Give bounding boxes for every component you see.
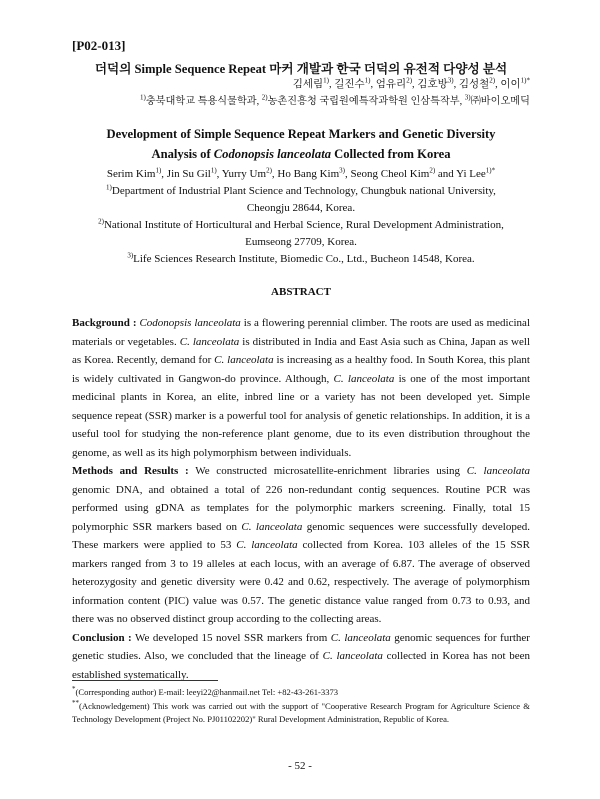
korean-affiliations bbox=[72, 92, 530, 124]
abstract-conclusion bbox=[72, 629, 530, 685]
abstract-methods bbox=[72, 462, 530, 629]
abstract-text: collected from Korea. 103 alleles of the 15 SSR markers ranged from 3 to 19 alleles at each locus, with an average of 6.87. The average of observed heterozygosity and genetic diversity were 0.42 and 0.62, respectively. The average of polymorphism information content (PIC) value was 0.57. The genetic distance value ranged from 0.73 to 0.93, and there was no observed distinct group according to the collecting areas. bbox=[72, 539, 530, 625]
korean-author-name: 엄유리 bbox=[375, 79, 407, 90]
english-author-name: Serim Kim bbox=[106, 168, 156, 180]
korean-author-sup: 2) bbox=[489, 76, 496, 85]
abstract-text: is increasing as a healthy food. In South Korea, this plant is widely cultivated in Gangwon-do province. Although, bbox=[72, 354, 530, 385]
english-author-name: Yurry Um bbox=[221, 168, 267, 180]
background-label: Background : bbox=[72, 317, 137, 329]
english-author-sup: 2) bbox=[266, 166, 272, 175]
footnote-divider bbox=[72, 680, 218, 681]
footnote-acknowledgement bbox=[72, 700, 530, 727]
affil1-line1: Department of Industrial Plant Science and Technology, Chungbuk national University, bbox=[111, 185, 496, 197]
korean-author-sup: 3) bbox=[447, 76, 454, 85]
korean-author-name: 김호방 bbox=[417, 79, 448, 90]
korean-title-pre: 더덕의 bbox=[94, 62, 132, 76]
english-author-sup: 1) bbox=[155, 166, 162, 175]
footnote-corresponding bbox=[72, 686, 530, 700]
fn1-sup: * bbox=[72, 685, 76, 694]
species-name: C. lanceolata bbox=[466, 465, 530, 477]
korean-author-sup: 1)* bbox=[520, 76, 530, 85]
abstract-text: is one of the most important medicinal plants in Korea, an elite, inbred line or a variety has not been developed yet. Simple sequence repeat (SSR) marker is a powerful tool for analysis of genetic relationships. In addition, it is a useful tool for studying the non-reference plant genome, due to its even distribution throughout the genome, as well as its high polymorphism between individuals. bbox=[72, 372, 531, 459]
species-name: C. lanceolata bbox=[236, 539, 298, 551]
korean-title bbox=[72, 58, 530, 76]
abstract-text: genomic sequences for further genetic studies. Also, we concluded that the lineage of bbox=[72, 631, 530, 662]
english-title-line2-post: Collected from Korea bbox=[331, 147, 451, 161]
english-author-name: Yi Lee bbox=[456, 168, 486, 180]
english-author-name: Ho Bang Kim bbox=[277, 168, 340, 180]
affil3-text: Life Sciences Research Institute, Biomedic Co., Ltd., Bucheon 14548, Korea. bbox=[133, 253, 475, 265]
species-name: C. lanceolata bbox=[333, 372, 395, 385]
affil1-sup: 1) bbox=[106, 183, 112, 192]
korean-affil-text: 농촌진흥청 국립원예특작과학원 인삼특작부, bbox=[267, 96, 465, 107]
korean-title-mid: Simple Sequence Repeat bbox=[134, 62, 267, 76]
abstract-text: genomic sequences were successfully developed. These markers were applied to 53 bbox=[72, 520, 530, 551]
korean-author-name: 길진수 bbox=[334, 79, 365, 90]
methods-label: Methods and Results : bbox=[72, 465, 189, 477]
korean-affil-sup: 2) bbox=[261, 93, 268, 102]
background-body bbox=[72, 317, 530, 459]
english-author-sup: 3) bbox=[339, 166, 345, 175]
korean-title-post: 마커 개발과 한국 더덕의 유전적 다양성 분석 bbox=[269, 62, 508, 76]
fn2-sup: ** bbox=[72, 698, 79, 707]
species-name: Codonopsis lanceolata bbox=[139, 317, 241, 329]
korean-affil-text: 충북대학교 특용식물학과, bbox=[145, 96, 262, 107]
affil2-line1: National Institute of Horticultural and Herbal Science, Rural Development Administration, bbox=[103, 219, 504, 231]
abstract-text: We developed 15 novel SSR markers from bbox=[131, 631, 331, 644]
korean-affil-sup: 3) bbox=[464, 93, 471, 102]
affil2-sup: 2) bbox=[98, 217, 104, 226]
abstract-text: collected in Korea has not been established systematically. bbox=[72, 650, 531, 681]
english-title bbox=[72, 124, 530, 164]
english-affiliation-3 bbox=[72, 251, 530, 268]
abstract-background bbox=[72, 314, 530, 462]
korean-author-sup: 2) bbox=[406, 76, 413, 85]
korean-author-name: 김성철 bbox=[458, 79, 490, 90]
english-affiliation-2 bbox=[72, 217, 530, 251]
species-name: C. lanceolata bbox=[214, 354, 274, 366]
korean-author-sup: 1) bbox=[323, 76, 329, 85]
species-name: C. lanceolata bbox=[322, 650, 383, 662]
abstract-text: is distributed in India and East Asia such as China, Japan as well as Korea. Recently, demand for bbox=[72, 335, 531, 366]
abstract-text: is a flowering perennial climber. The roots are used as medicinal materials or vegetables. bbox=[72, 317, 530, 348]
korean-affil-sup: 1) bbox=[139, 93, 146, 102]
fn1-text: (Corresponding author) E-mail: leeyi22@hanmail.net Tel: +82-43-261-3373 bbox=[75, 687, 339, 697]
abstract-text: genomic DNA, and obtained a total of 226 non-redundant contig sequences. Routine PCR was performed using gDNA as templates for the polymorphic markers screening. Finally, total 15 polymorphic SSR markers based on bbox=[72, 483, 530, 533]
english-author-name: Jin Su Gil bbox=[166, 168, 211, 180]
english-author-name: Seong Cheol Kim bbox=[350, 168, 430, 180]
korean-authors: 김세림$^{1)}$, 길진수$^{1)}$, 엄유리$^{2)}$, 김호방$^{3)}$, 김성철$^{2)}$, 이이$^{1)*}$ bbox=[292, 76, 530, 90]
conclusion-body bbox=[72, 632, 530, 681]
english-authors: Serim Kim$^{1)}$, Jin Su Gil$^{1)}$, Yurry Um$^{2)}$, Ho Bang Kim$^{3)}$, Seong Cheol Kim$^{2)}$ and Yi Lee$^{1)*}$ bbox=[106, 166, 496, 180]
english-author-sup: 1)* bbox=[485, 166, 496, 175]
english-title-line1: Development of Simple Sequence Repeat Markers and Genetic Diversity bbox=[106, 127, 496, 141]
korean-affil-text: ㈜바이오메딕 bbox=[470, 96, 530, 107]
affil3-sup: 3) bbox=[127, 251, 134, 260]
english-title-species: Codonopsis lanceolata bbox=[213, 147, 331, 161]
affil1-line2: Cheongju 28644, Korea. bbox=[246, 202, 356, 214]
abstract-heading: ABSTRACT bbox=[271, 286, 331, 298]
species-name: C. lanceolata bbox=[179, 335, 240, 348]
affil2-line2: Eumseong 27709, Korea. bbox=[245, 236, 357, 248]
page-number: - 52 - bbox=[288, 760, 312, 772]
footnotes bbox=[72, 686, 530, 727]
korean-author-name: 이이 bbox=[500, 79, 521, 90]
korean-author-name: 김세림 bbox=[292, 79, 324, 90]
methods-body bbox=[72, 465, 530, 625]
abstract-text: We constructed microsatellite-enrichment libraries using bbox=[188, 465, 467, 477]
species-name: C. lanceolata bbox=[330, 631, 391, 644]
english-author-sup: 2) bbox=[429, 166, 436, 175]
english-title-line2-pre: Analysis of bbox=[151, 147, 214, 161]
fn2-text: (Acknowledgement) This work was carried out with the support of "Cooperative Research Program for Agriculture Science & Technology Development (Project No. PJ01102202)" Rural Development Administration, Republic of Korea. bbox=[72, 700, 530, 724]
presentation-code: [P02-013] bbox=[72, 38, 126, 53]
english-author-sup: 1) bbox=[210, 166, 217, 175]
paper-page bbox=[72, 38, 530, 684]
conclusion-label: Conclusion : bbox=[72, 631, 132, 644]
korean-author-sup: 1) bbox=[364, 76, 371, 85]
english-affiliation-1 bbox=[72, 183, 530, 217]
species-name: C. lanceolata bbox=[241, 520, 303, 533]
